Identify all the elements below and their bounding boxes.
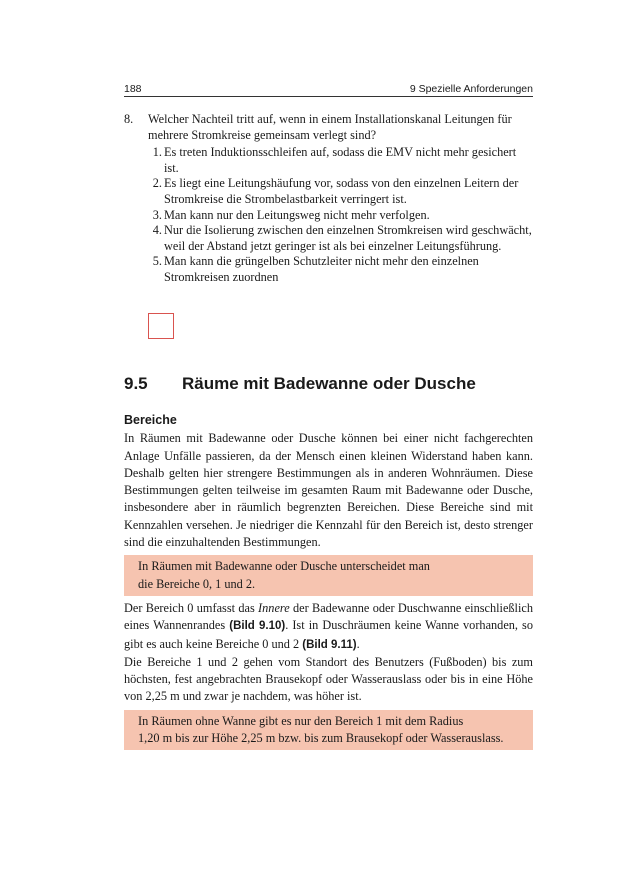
- option-number: 3.: [152, 207, 162, 222]
- highlight-line: 1,20 m bis zur Höhe 2,25 m bzw. bis zum Brausekopf oder Wasserauslass.: [138, 731, 504, 746]
- option-text: Man kann die grüngelben Schutzleiter nicht mehr den einzelnen Stromkreisen zuordnen: [164, 254, 479, 284]
- question-8: [124, 112, 533, 286]
- chapter-title: 9 Spezielle Anforderungen: [409, 83, 533, 95]
- text-run: . Ist in Duschräumen keine Wanne vorhanden, so gibt es auch keine Bereiche 0 und 2: [124, 618, 533, 651]
- paragraph-3: Die Bereiche 1 und 2 gehen vom Standort des Benutzers (Fußboden) bis zum höchsten, fest angebrachten Brausekopf oder Wasserauslass oder bis in eine Höhe von 2,25 m und zwar je nachdem, was höher ist.: [124, 654, 533, 704]
- highlight-line: die Bereiche 0, 1 und 2.: [138, 576, 256, 591]
- question-text: Welcher Nachteil tritt auf, wenn in einem Installationskanal Leitungen für mehrere Stromkreise gemeinsam verlegt sind?: [148, 112, 512, 142]
- answer-box[interactable]: [148, 313, 174, 339]
- option-text: Man kann nur den Leitungsweg nicht mehr verfolgen.: [164, 207, 430, 222]
- option-number: 2.: [152, 176, 162, 191]
- option-text: Nur die Isolierung zwischen den einzelnen Stromkreisen wird geschwächt, weil der Abstand jetzt geringer ist als bei einzelner Leitungsführung.: [164, 223, 532, 253]
- highlight-line: In Räumen mit Badewanne oder Dusche unterscheidet man: [138, 559, 430, 574]
- page-number: 188: [124, 83, 142, 95]
- paragraph-1: In Räumen mit Badewanne oder Dusche können bei einer nicht fachgerechten Anlage Unfälle passieren, da der Mensch einen kleinen Widerstand haben kann. Deshalb gelten hier strengere Bestimmungen als in anderen Wohnräumen. Diese Bestimmungen gelten teilweise im gesamten Raum mit Badewanne oder Dusche, insbesondere aber in räumlich begrenzten Bereichen. Diese Bereiche sind mit Kennzahlen versehen. Je niedriger die Kennzahl für den Bereich ist, desto strenger sind die einzuhaltenden Bestimmungen.: [124, 431, 533, 550]
- option-number: 5.: [152, 254, 162, 269]
- highlight-box-1: [124, 555, 533, 596]
- option-number: 4.: [152, 223, 162, 238]
- highlight-box-2: [124, 710, 533, 751]
- highlight-line: In Räumen ohne Wanne gibt es nur den Bereich 1 mit dem Radius: [138, 713, 464, 728]
- option-text: Es treten Induktionsschleifen auf, sodass die EMV nicht mehr gesichert ist.: [164, 145, 517, 175]
- text-run: der Badewanne oder Duschwanne einschließlich eines Wannenrandes: [124, 600, 533, 633]
- text-run: Der Bereich 0 umfasst das: [124, 600, 259, 615]
- question-number: 8.: [124, 112, 134, 126]
- answer-options: [124, 145, 533, 285]
- paragraph-2: [124, 600, 533, 654]
- figure-reference: (Bild 9.11): [302, 638, 357, 651]
- option-text: Es liegt eine Leitungshäufung vor, sodass von den einzelnen Leitern der Stromkreise die Strombelastbarkeit verringert ist.: [164, 176, 519, 206]
- figure-reference: (Bild 9.10): [229, 620, 286, 633]
- section-body: [124, 412, 533, 754]
- emphasis: Innere: [258, 600, 290, 615]
- subheading: Bereiche: [124, 413, 177, 427]
- answer-option: [135, 145, 533, 176]
- running-header: [124, 82, 533, 97]
- answer-option: [135, 254, 533, 285]
- section-number: 9.5: [124, 374, 148, 393]
- answer-option: [135, 223, 533, 254]
- section-title: Räume mit Badewanne oder Dusche: [182, 374, 476, 393]
- answer-option: [135, 176, 533, 207]
- option-number: 1.: [152, 145, 162, 160]
- answer-option: [135, 208, 533, 224]
- text-run: .: [356, 636, 360, 651]
